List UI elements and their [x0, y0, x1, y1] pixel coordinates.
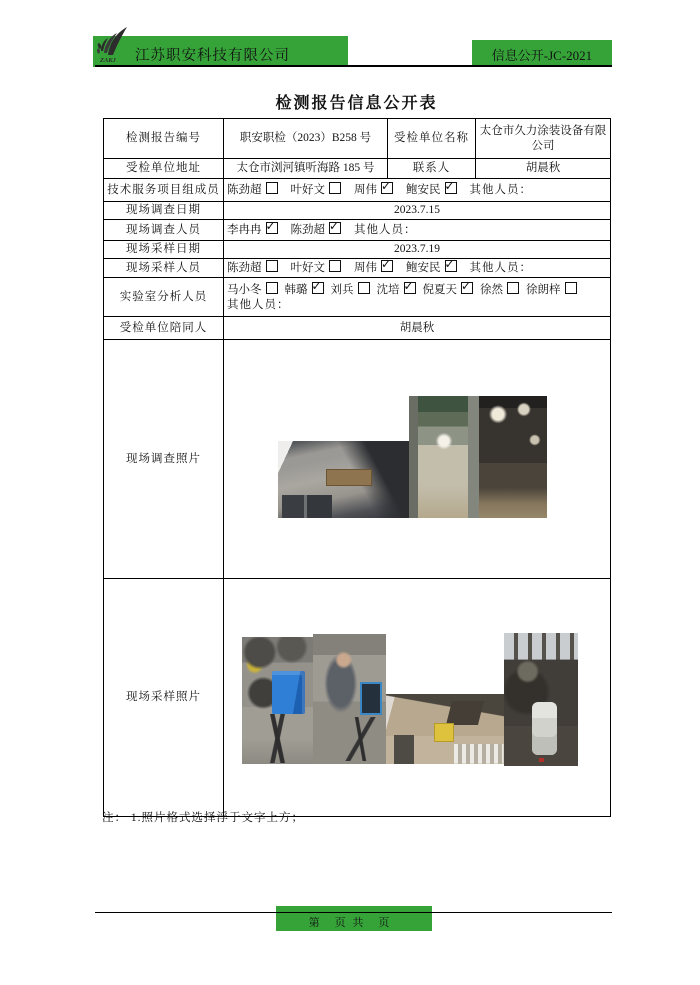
company-logo-icon — [94, 25, 134, 65]
member-name: 沈培 — [376, 284, 400, 297]
other-staff-label: 其他人员： — [469, 262, 532, 275]
survey-photos-label: 现场调查照片 — [104, 340, 224, 579]
checkbox-checked-icon[interactable] — [329, 222, 341, 234]
sample-date-label: 现场采样日期 — [104, 241, 224, 259]
info-table — [103, 118, 611, 817]
survey-date-label: 现场调查日期 — [104, 202, 224, 220]
checkbox-unchecked-icon[interactable] — [266, 260, 278, 272]
company-name: 江苏职安科技有限公司 — [135, 48, 290, 64]
photo-survey-dark-workshop — [479, 396, 547, 518]
member-name: 徐朗梓 — [526, 284, 561, 297]
checkbox-unchecked-icon[interactable] — [565, 282, 577, 294]
member-name: 刘兵 — [330, 284, 354, 297]
footnote: 注： 1.照片格式选择浮于文字上方； — [102, 812, 304, 824]
escort-label: 受检单位陪同人 — [104, 317, 224, 340]
checkbox-unchecked-icon[interactable] — [329, 182, 341, 194]
member-name: 韩璐 — [284, 284, 308, 297]
checkbox-checked-icon[interactable] — [445, 260, 457, 272]
table-row — [104, 259, 611, 278]
photo-sampling-building — [386, 694, 504, 764]
survey-photos-cell — [224, 340, 611, 579]
contact-label: 联系人 — [388, 159, 476, 179]
lab-other-staff-label: 其他人员： — [227, 298, 290, 311]
member-name: 李冉冉 — [227, 224, 262, 237]
member-name: 徐然 — [480, 284, 503, 297]
checkbox-unchecked-icon[interactable] — [507, 282, 519, 294]
unit-addr-label: 受检单位地址 — [104, 159, 224, 179]
tech-team-label: 技术服务项目组成员 — [104, 179, 224, 202]
checkbox-unchecked-icon[interactable] — [266, 182, 278, 194]
table-row — [104, 579, 611, 817]
checkbox-unchecked-icon[interactable] — [358, 282, 370, 294]
footer-rule — [95, 912, 612, 913]
checkbox-checked-icon[interactable] — [266, 222, 278, 234]
member-name: 周伟 — [354, 262, 377, 275]
checkbox-checked-icon[interactable] — [461, 282, 473, 294]
svg-text:ZAKJ: ZAKJ — [100, 57, 116, 64]
table-row — [104, 220, 611, 241]
escort-value: 胡晨秋 — [224, 317, 611, 340]
doc-code: 信息公开-JC-2021 — [491, 48, 593, 63]
table-row — [104, 119, 611, 159]
table-row — [104, 179, 611, 202]
checkbox-unchecked-icon[interactable] — [266, 282, 278, 294]
sample-date-value: 2023.7.19 — [224, 241, 611, 259]
checkbox-checked-icon[interactable] — [381, 182, 393, 194]
lab-staff-members — [227, 282, 607, 297]
lab-staff-label: 实验室分析人员 — [104, 278, 224, 317]
sample-staff-label: 现场采样人员 — [104, 259, 224, 278]
table-row — [104, 241, 611, 259]
other-staff-label: 其他人员： — [469, 184, 532, 197]
table-row — [104, 202, 611, 220]
photo-survey-workshop-aisle — [409, 396, 479, 518]
checkbox-checked-icon[interactable] — [381, 260, 393, 272]
checkbox-checked-icon[interactable] — [404, 282, 416, 294]
other-staff-label: 其他人员： — [354, 224, 417, 237]
table-row — [104, 340, 611, 579]
lab-staff-cell — [224, 278, 611, 317]
header-rule — [95, 65, 612, 67]
member-name: 倪夏天 — [422, 284, 457, 297]
member-name: 周伟 — [354, 184, 377, 197]
member-name: 陈劲超 — [290, 224, 325, 237]
sample-photos-label: 现场采样照片 — [104, 579, 224, 817]
checkbox-checked-icon[interactable] — [445, 182, 457, 194]
photo-sampling-worker — [313, 634, 386, 764]
checkbox-unchecked-icon[interactable] — [329, 260, 341, 272]
member-name: 鲍安民 — [406, 262, 441, 275]
page-title: 检测报告信息公开表 — [275, 95, 438, 112]
unit-name-value: 太仓市久力涂装设备有限公司 — [476, 119, 611, 159]
tech-team-members — [224, 179, 611, 202]
table-row — [104, 159, 611, 179]
survey-date-value: 2023.7.15 — [224, 202, 611, 220]
photo-sampling-instrument-tripod — [242, 637, 313, 764]
table-row — [104, 317, 611, 340]
member-name: 陈劲超 — [227, 184, 262, 197]
contact-value: 胡晨秋 — [476, 159, 611, 179]
member-name: 叶好文 — [290, 262, 325, 275]
table-row — [104, 278, 611, 317]
survey-staff-members — [224, 220, 611, 241]
photo-sampling-handheld-meter — [504, 633, 578, 766]
report-no-label: 检测报告编号 — [104, 119, 224, 159]
photo-survey-building-sign — [278, 441, 409, 518]
unit-addr-value: 太仓市浏河镇听海路 185 号 — [224, 159, 388, 179]
page-number-text: 第 页 共 页 — [308, 917, 392, 929]
member-name: 马小冬 — [227, 284, 262, 297]
member-name: 叶好文 — [290, 184, 325, 197]
report-no-value: 职安职检（2023）B258 号 — [224, 119, 388, 159]
sample-staff-members — [224, 259, 611, 278]
member-name: 鲍安民 — [406, 184, 441, 197]
sample-photos-cell — [224, 579, 611, 817]
survey-staff-label: 现场调查人员 — [104, 220, 224, 241]
checkbox-checked-icon[interactable] — [312, 282, 324, 294]
member-name: 陈劲超 — [227, 262, 262, 275]
unit-name-label: 受检单位名称 — [388, 119, 476, 159]
